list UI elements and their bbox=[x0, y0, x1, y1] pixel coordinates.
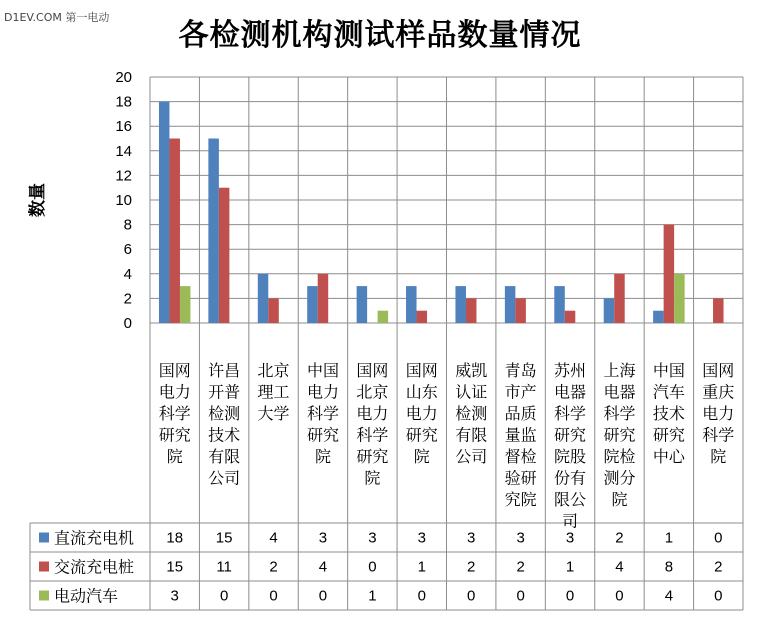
y-axis-label: 数量 bbox=[28, 183, 48, 217]
table-value: 11 bbox=[216, 558, 232, 576]
category-label: 品质 bbox=[504, 404, 537, 423]
bar bbox=[565, 311, 576, 323]
table-value: 2 bbox=[615, 529, 624, 547]
table-value: 0 bbox=[368, 558, 377, 576]
y-tick-label: 2 bbox=[123, 290, 132, 308]
category-label: 北京 bbox=[257, 361, 290, 380]
bar bbox=[455, 286, 466, 323]
category-label: 有限 bbox=[455, 425, 488, 445]
bar bbox=[159, 102, 170, 323]
category-label: 上海 bbox=[603, 361, 636, 380]
table-value: 0 bbox=[714, 529, 723, 547]
category-label: 开普 bbox=[208, 382, 241, 402]
category-label: 院 bbox=[364, 468, 381, 488]
table-value: 4 bbox=[269, 529, 278, 547]
category-label: 大学 bbox=[257, 404, 290, 423]
bar bbox=[505, 286, 516, 323]
y-tick-label: 18 bbox=[115, 93, 132, 111]
bar bbox=[318, 274, 329, 323]
category-label: 重庆 bbox=[702, 382, 735, 402]
bar bbox=[674, 274, 685, 323]
category-label: 技术 bbox=[652, 404, 685, 423]
category-label: 研究 bbox=[554, 425, 587, 445]
table-value: 4 bbox=[318, 558, 328, 576]
table-value: 4 bbox=[664, 587, 674, 605]
category-label: 威凯 bbox=[455, 361, 488, 380]
category-label: 督检 bbox=[504, 447, 537, 466]
category-label: 研究 bbox=[356, 447, 389, 466]
y-tick-label: 4 bbox=[123, 265, 132, 283]
y-tick-label: 0 bbox=[123, 315, 132, 332]
category-label: 研究 bbox=[158, 425, 191, 445]
category-label: 技术 bbox=[208, 425, 241, 445]
y-tick-label: 16 bbox=[115, 118, 132, 136]
category-label: 中国 bbox=[306, 361, 339, 380]
category-label: 中心 bbox=[652, 447, 685, 466]
category-label: 电力 bbox=[158, 382, 191, 402]
bar bbox=[219, 188, 230, 323]
category-label: 份有 bbox=[554, 468, 587, 488]
legend-key bbox=[39, 591, 49, 601]
bar bbox=[406, 286, 417, 323]
category-label: 研究 bbox=[405, 425, 438, 445]
bar bbox=[378, 311, 389, 323]
category-label: 院 bbox=[166, 447, 183, 466]
category-label: 国网 bbox=[702, 361, 735, 380]
table-value: 3 bbox=[516, 529, 525, 547]
category-label: 公司 bbox=[208, 468, 241, 488]
category-label: 电力 bbox=[405, 404, 438, 423]
bar bbox=[258, 274, 269, 323]
series-name: 交流充电桩 bbox=[54, 557, 135, 577]
bar bbox=[713, 298, 724, 323]
table-value: 0 bbox=[318, 587, 328, 605]
category-label: 科学 bbox=[306, 404, 339, 423]
bar bbox=[169, 139, 180, 324]
table-value: 2 bbox=[467, 558, 476, 576]
category-label: 验研 bbox=[504, 468, 537, 488]
category-label: 院股 bbox=[554, 447, 587, 466]
y-tick-label: 12 bbox=[115, 167, 132, 185]
table-value: 2 bbox=[269, 558, 278, 576]
category-label: 电器 bbox=[554, 382, 587, 402]
y-tick-label: 14 bbox=[115, 142, 132, 160]
category-label: 电器 bbox=[603, 382, 636, 402]
table-value: 0 bbox=[269, 587, 278, 605]
chart-title: 各检测机构测试样品数量情况 bbox=[178, 18, 582, 53]
table-value: 3 bbox=[318, 529, 328, 547]
bar bbox=[208, 139, 219, 324]
table-value: 15 bbox=[166, 558, 184, 576]
table-value: 0 bbox=[565, 587, 575, 605]
category-label: 研究 bbox=[652, 425, 685, 445]
bar bbox=[664, 225, 675, 323]
bar bbox=[614, 274, 625, 323]
category-label: 科学 bbox=[603, 404, 636, 423]
category-label: 检测 bbox=[208, 404, 241, 423]
bar bbox=[466, 298, 477, 323]
table-value: 1 bbox=[417, 558, 426, 576]
category-label: 国网 bbox=[356, 361, 389, 380]
bar bbox=[554, 286, 565, 323]
category-label: 限公 bbox=[554, 490, 587, 509]
category-label: 有限 bbox=[208, 447, 241, 466]
series-name: 电动汽车 bbox=[54, 586, 119, 606]
table-value: 3 bbox=[417, 529, 426, 547]
category-label: 检测 bbox=[455, 404, 488, 423]
category-label: 科学 bbox=[158, 404, 191, 423]
category-label: 青岛 bbox=[504, 361, 537, 380]
category-label: 汽车 bbox=[652, 382, 685, 402]
table-value: 2 bbox=[714, 558, 723, 576]
category-label: 北京 bbox=[356, 382, 389, 402]
category-label: 究院 bbox=[504, 490, 537, 509]
bar bbox=[307, 286, 318, 323]
bar bbox=[604, 298, 615, 323]
category-label: 量监 bbox=[504, 425, 537, 445]
category-label: 研究 bbox=[603, 425, 636, 445]
table-value: 4 bbox=[615, 558, 624, 576]
table-value: 3 bbox=[368, 529, 377, 547]
table-value: 0 bbox=[516, 587, 525, 605]
category-label: 国网 bbox=[158, 361, 191, 380]
table-value: 1 bbox=[368, 587, 377, 605]
table-value: 3 bbox=[467, 529, 476, 547]
y-tick-label: 10 bbox=[115, 192, 132, 209]
series-name: 直流充电机 bbox=[54, 528, 135, 548]
bar bbox=[180, 286, 191, 323]
bar bbox=[653, 311, 664, 323]
category-label: 院 bbox=[710, 447, 727, 466]
category-label: 院检 bbox=[603, 447, 636, 466]
bar bbox=[417, 311, 428, 323]
category-label: 市产 bbox=[504, 382, 537, 402]
category-label: 山东 bbox=[405, 382, 438, 402]
category-label: 许昌 bbox=[208, 361, 241, 380]
y-tick-label: 8 bbox=[123, 216, 132, 234]
table-value: 1 bbox=[664, 529, 674, 547]
bar bbox=[357, 286, 368, 323]
category-label: 研究 bbox=[306, 425, 339, 445]
table-value: 8 bbox=[664, 558, 674, 576]
category-label: 公司 bbox=[455, 447, 488, 466]
category-label: 电力 bbox=[356, 404, 389, 423]
bar bbox=[515, 298, 526, 323]
category-label: 科学 bbox=[554, 404, 587, 423]
category-label: 院 bbox=[611, 490, 628, 509]
category-label: 苏州 bbox=[554, 361, 587, 380]
category-label: 电力 bbox=[306, 382, 339, 402]
category-label: 国网 bbox=[405, 361, 438, 380]
legend-key bbox=[39, 562, 49, 572]
category-label: 理工 bbox=[257, 382, 290, 402]
table-value: 0 bbox=[219, 587, 229, 605]
y-tick-label: 6 bbox=[123, 241, 132, 259]
table-value: 0 bbox=[417, 587, 426, 605]
table-value: 3 bbox=[565, 529, 575, 547]
table-value: 0 bbox=[467, 587, 476, 605]
table-value: 0 bbox=[615, 587, 624, 605]
legend-key bbox=[39, 533, 49, 543]
category-label: 科学 bbox=[356, 425, 389, 445]
table-value: 0 bbox=[714, 587, 723, 605]
category-label: 电力 bbox=[702, 404, 735, 423]
category-label: 认证 bbox=[455, 382, 488, 402]
table-value: 2 bbox=[516, 558, 525, 576]
category-label: 司 bbox=[562, 511, 579, 531]
table-value: 18 bbox=[166, 529, 184, 547]
bar bbox=[268, 298, 279, 323]
table-value: 1 bbox=[565, 558, 575, 576]
category-label: 科学 bbox=[702, 425, 735, 445]
category-label: 测分 bbox=[603, 468, 636, 488]
watermark-text: D1EV.COM 第一电动 bbox=[4, 11, 110, 24]
category-label: 院 bbox=[413, 447, 430, 466]
y-tick-label: 20 bbox=[115, 69, 132, 86]
category-label: 中国 bbox=[652, 361, 685, 380]
table-value: 15 bbox=[215, 529, 233, 547]
category-label: 院 bbox=[314, 447, 331, 466]
table-value: 3 bbox=[170, 587, 179, 605]
